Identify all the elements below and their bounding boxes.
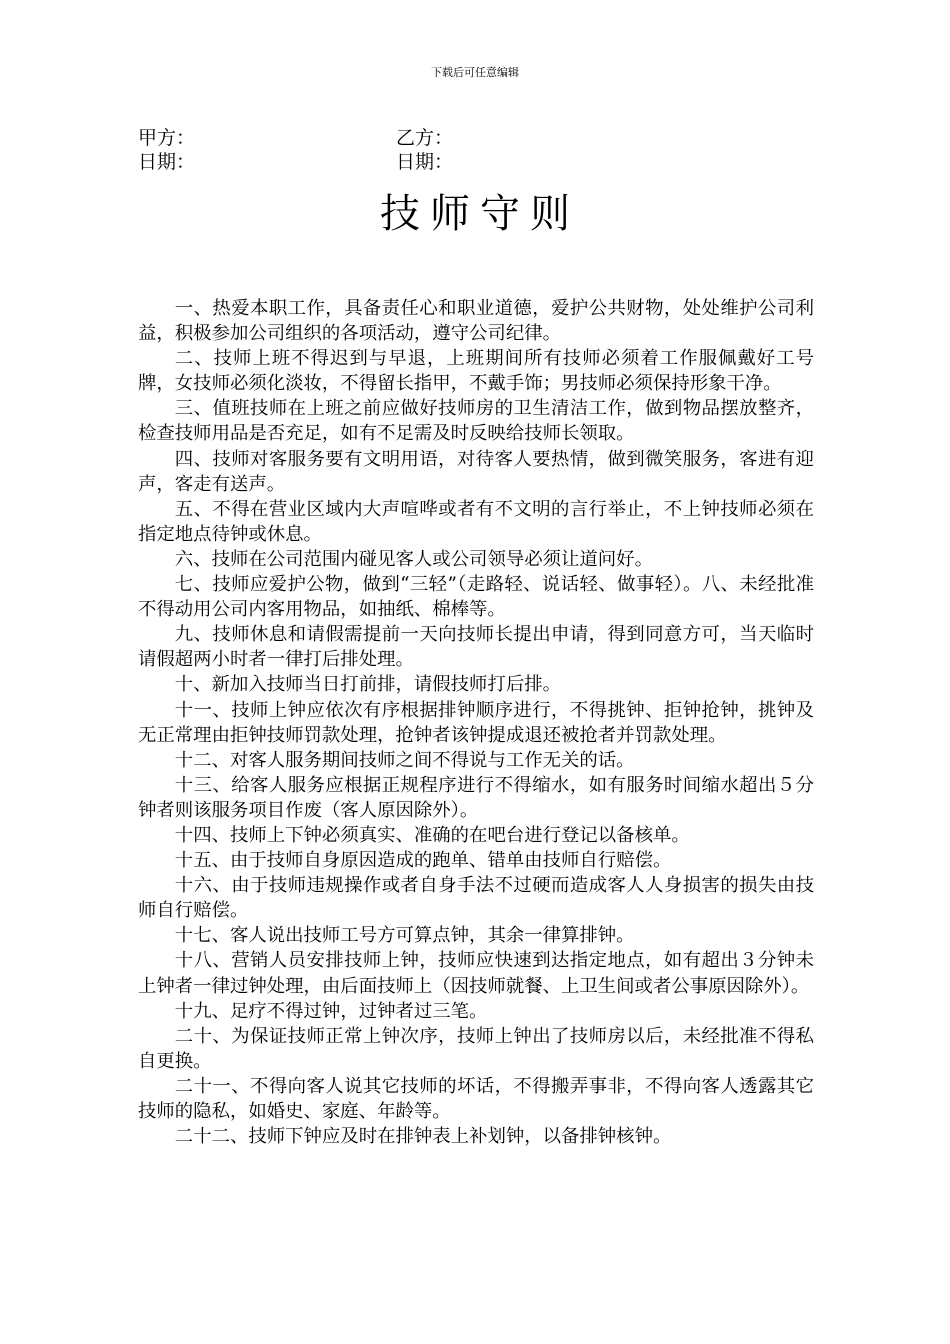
rule-paragraph-16: 十六、由于技师违规操作或者自身手法不过硬而造成客人人身损害的损失由技师自行赔偿。 <box>138 875 814 922</box>
document-body <box>138 296 814 1149</box>
rule-paragraph-2: 二、技师上班不得迟到与早退，上班期间所有技师必须着工作服佩戴好工号牌，女技师必须化淡妆，不得留长指甲，不戴手饰；男技师必须保持形象干净。 <box>138 348 814 395</box>
rule-paragraph-17: 十七、客人说出技师工号方可算点钟，其余一律算排钟。 <box>174 925 635 947</box>
rule-paragraph-9: 九、技师休息和请假需提前一天向技师长提出申请，得到同意方可，当天临时请假超两小时者一律打后排处理。 <box>138 624 814 671</box>
rule-paragraph-6: 六、技师在公司范围内碰见客人或公司领导必须让道问好。 <box>174 548 653 570</box>
rule-paragraph-1: 一、热爱本职工作，具备责任心和职业道德，爱护公共财物，处处维护公司利益，积极参加公司组织的各项活动，遵守公司纪律。 <box>138 298 814 345</box>
rule-paragraph-12: 十二、对客人服务期间技师之间不得说与工作无关的话。 <box>174 749 635 771</box>
page-title: 技师守则 <box>380 191 580 237</box>
rule-paragraph-10: 十、新加入技师当日打前排，请假技师打后排。 <box>174 674 562 696</box>
rule-paragraph-22: 二十二、技师下钟应及时在排钟表上补划钟，以备排钟核钟。 <box>174 1126 672 1148</box>
party-a-label: 甲方： <box>138 127 196 149</box>
rule-paragraph-5: 五、不得在营业区域内大声喧哗或者有不文明的言行举止，不上钟技师必须在指定地点待钟或休息。 <box>138 498 814 545</box>
rule-paragraph-20: 二十、为保证技师正常上钟次序，技师上钟出了技师房以后，未经批准不得私自更换。 <box>138 1025 814 1072</box>
rule-paragraph-19: 十九、足疗不得过钟，过钟者过三笔。 <box>174 1000 488 1022</box>
rule-paragraph-14: 十四、技师上下钟必须真实、准确的在吧台进行登记以备核单。 <box>174 824 690 846</box>
header-note: 下载后可任意编辑 <box>431 66 519 79</box>
date-b-label: 日期： <box>396 151 454 173</box>
rule-paragraph-15: 十五、由于技师自身原因造成的跑单、错单由技师自行赔偿。 <box>174 850 672 872</box>
rule-paragraph-18: 十八、营销人员安排技师上钟，技师应快速到达指定地点，如有超出３分钟未上钟者一律过钟处理，由后面技师上（因技师就餐、上卫生间或者公事原因除外）。 <box>138 950 814 997</box>
rule-paragraph-21: 二十一、不得向客人说其它技师的坏话，不得搬弄事非，不得向客人透露其它技师的隐私，如婚史、家庭、年龄等。 <box>138 1075 814 1122</box>
rule-paragraph-13: 十三、给客人服务应根据正规程序进行不得缩水，如有服务时间缩水超出５分钟者则该服务项目作废（客人原因除外）。 <box>138 774 814 821</box>
rule-paragraph-4: 四、技师对客服务要有文明用语，对待客人要热情，做到微笑服务，客进有迎声，客走有送声。 <box>138 448 814 495</box>
rule-paragraph-3: 三、值班技师在上班之前应做好技师房的卫生清洁工作，做到物品摆放整齐，检查技师用品是否充足，如有不足需及时反映给技师长领取。 <box>138 398 814 445</box>
rule-paragraph-11: 十一、技师上钟应依次有序根据排钟顺序进行，不得挑钟、拒钟抢钟，挑钟及无正常理由拒钟技师罚款处理，抢钟者该钟提成退还被抢者并罚款处理。 <box>138 699 814 746</box>
party-b-label: 乙方： <box>396 127 454 149</box>
rule-paragraph-7: 七、技师应爱护公物，做到“三轻”（走路轻、说话轻、做事轻）。八、未经批准不得动用公司内客用物品，如抽纸、棉棒等。 <box>138 574 814 621</box>
date-a-label: 日期： <box>138 151 196 173</box>
